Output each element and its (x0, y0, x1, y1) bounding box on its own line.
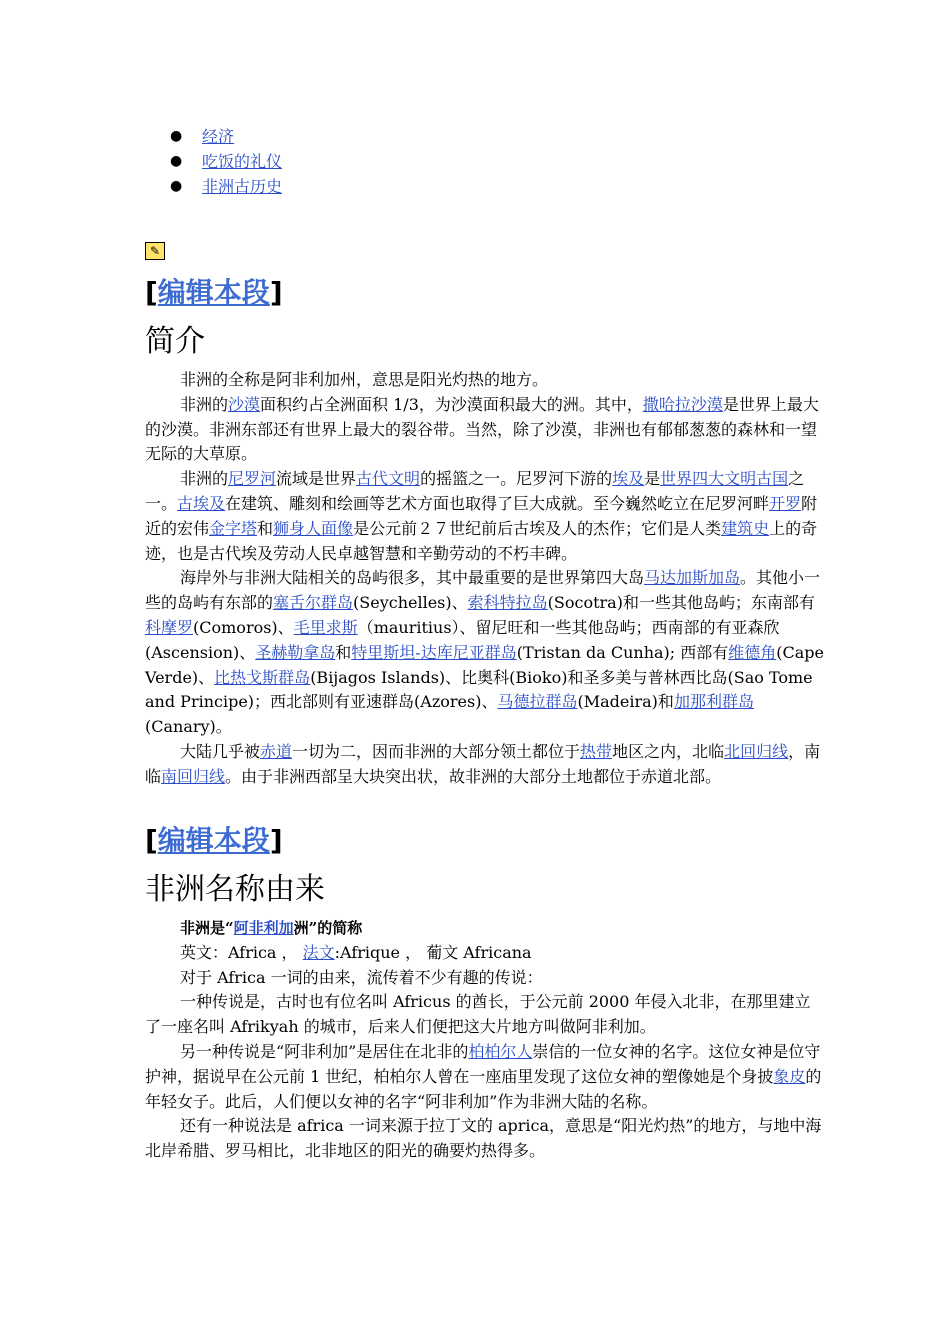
inline-link[interactable]: 马德拉群岛 (497, 692, 578, 712)
inline-link[interactable]: 圣赫勒拿岛 (255, 642, 336, 662)
inline-link[interactable]: 法文 (302, 942, 335, 962)
edit-link[interactable]: 编辑本段 (157, 276, 270, 309)
inline-link[interactable]: 北回归线 (724, 741, 789, 761)
inline-link[interactable]: 世界四大文明古国 (660, 469, 789, 489)
edit-section-link: [编辑本段] (145, 824, 283, 857)
paragraph: 非洲的全称是阿非利加州，意思是阳光灼热的地方。 (180, 370, 549, 389)
inline-link[interactable]: 开罗 (769, 493, 802, 513)
paragraph: 另一种传说是“阿非利加”是居住在北非的柏柏尔人崇信的一位女神的名字。这位女神是位守护神，据说早在公元前 1 世纪，柏柏尔人曾在一座庙里发现了这位女神的塑像她是个身披象皮的年轻女子。此后，人们便以女神的名字“阿非利加”作为非洲大陆的名称。 (145, 1041, 822, 1111)
inline-link[interactable]: 阿非利加 (233, 919, 294, 937)
toc-item[interactable] (170, 149, 282, 174)
toc-link[interactable]: 经济 (202, 127, 235, 146)
paragraph: 非洲的沙漠面积约占全洲面积 1/3，为沙漠面积最大的洲。其中，撒哈拉沙漠是世界上最大的沙漠。非洲东部还有世界上最大的裂谷带。当然，除了沙漠，非洲也有郁郁葱葱的森林和一望无际的大草原。 (145, 394, 819, 464)
inline-link[interactable]: 古埃及 (177, 493, 226, 513)
paragraph: 还有一种说法是 africa 一词来源于拉丁文的 aprica，意思是“阳光灼热”的地方，与地中海北岸希腊、罗马相比，北非地区的阳光的确要灼热得多。 (145, 1116, 822, 1161)
inline-link[interactable]: 撒哈拉沙漠 (642, 394, 723, 414)
inline-link[interactable]: 塞舌尔群岛 (273, 593, 354, 613)
inline-link[interactable]: 特里斯坦-达库尼亚群岛 (351, 642, 517, 662)
bullet-icon: ● (170, 178, 183, 194)
edit-link[interactable]: 编辑本段 (157, 824, 270, 857)
inline-link[interactable]: 狮身人面像 (273, 518, 354, 538)
inline-link[interactable]: 尼罗河 (228, 469, 277, 489)
inline-link[interactable]: 毛里求斯 (293, 617, 358, 637)
toc-item[interactable] (170, 174, 282, 199)
paragraph: 非洲的尼罗河流域是世界古代文明的摇篮之一。尼罗河下游的埃及是世界四大文明古国之一。古埃及在建筑、雕刻和绘画等艺术方面也取得了巨大成就。至今巍然屹立在尼罗河畔开罗附近的宏伟金字塔和狮身人面像是公元前２７世纪前后古埃及人的杰作；它们是人类建筑史上的奇迹，也是古代埃及劳动人民卓越智慧和辛勤劳动的不朽丰碑。 (145, 469, 818, 563)
inline-link[interactable]: 赤道 (260, 741, 293, 761)
paragraph: 英文：Africa ， 法文:Afrique ， 葡文 Africana (180, 942, 532, 962)
paragraph: 海岸外与非洲大陆相关的岛屿很多，其中最重要的是世界第四大岛马达加斯加岛。其他小一些的岛屿有东部的塞舌尔群岛(Seychelles)、索科特拉岛(Socotra)和一些其他岛屿；东南部有科摩罗(Comoros)、毛里求斯（mauritius）、留尼旺和一些其他岛屿；西南部的有亚森欣(Ascension)、圣赫勒拿岛和特里斯坦-达库尼亚群岛(Tristan da Cunha); 西部有维德角(Cape Verde)、比热戈斯群岛(Bijagos Islands)、比奥科(Bioko)和圣多美与普林西比岛(Sao Tome and Principe)；西北部则有亚速群岛(Azores)、马德拉群岛(Madeira)和加那利群岛(Canary)。 (145, 568, 825, 737)
section-body (145, 368, 825, 790)
bullet-icon: ● (170, 153, 183, 169)
inline-link[interactable]: 维德角 (728, 642, 777, 662)
section-title: 非洲名称由来 (145, 872, 325, 907)
section-body (145, 916, 825, 1164)
inline-link[interactable]: 埃及 (612, 469, 645, 489)
inline-link[interactable]: 古代文明 (356, 469, 421, 489)
toc-link[interactable]: 吃饭的礼仪 (202, 152, 283, 171)
inline-link[interactable]: 马达加斯加岛 (644, 568, 741, 588)
inline-link[interactable]: 柏柏尔人 (468, 1041, 533, 1061)
toc-link[interactable]: 非洲古历史 (202, 177, 283, 196)
edit-icon[interactable]: ✎ (145, 242, 165, 260)
paragraph: 一种传说是，古时也有位名叫 Africus 的酋长，于公元前 2000 年侵入北非，在那里建立了一座名叫 Afrikyah 的城市，后来人们便把这大片地方叫做阿非利加。 (145, 992, 811, 1037)
section-title: 简介 (145, 324, 205, 359)
inline-link[interactable]: 比热戈斯群岛 (214, 667, 311, 687)
toc-item[interactable] (170, 124, 282, 149)
paragraph: 大陆几乎被赤道一切为二，因而非洲的大部分领土都位于热带地区之内，北临北回归线，南临南回归线。由于非洲西部呈大块突出状，故非洲的大部分土地都位于赤道北部。 (145, 741, 821, 786)
inline-link[interactable]: 金字塔 (209, 518, 258, 538)
inline-link[interactable]: 热带 (580, 741, 613, 761)
inline-link[interactable]: 加那利群岛 (673, 692, 754, 712)
bullet-icon: ● (170, 128, 183, 144)
inline-link[interactable]: 南回归线 (161, 766, 226, 786)
inline-link[interactable]: 沙漠 (228, 394, 261, 414)
table-of-contents (170, 124, 282, 199)
inline-link[interactable]: 建筑史 (721, 518, 770, 538)
inline-link[interactable]: 象皮 (773, 1066, 806, 1086)
subtitle: 非洲是“阿非利加洲”的简称 (180, 919, 363, 937)
inline-link[interactable]: 科摩罗 (145, 617, 194, 637)
edit-section-link: [编辑本段] (145, 276, 283, 309)
paragraph: 对于 Africa 一词的由来，流传着不少有趣的传说： (180, 967, 543, 987)
inline-link[interactable]: 索科特拉岛 (467, 593, 548, 613)
